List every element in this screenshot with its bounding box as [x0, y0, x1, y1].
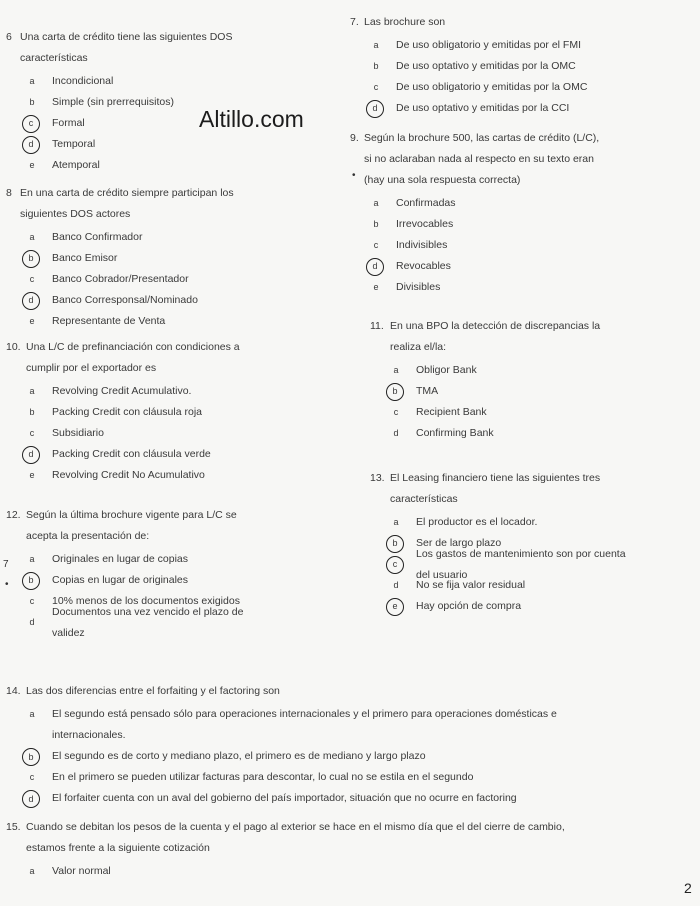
- answer-options: [386, 512, 680, 617]
- answer-text: Subsidiario: [52, 427, 104, 439]
- answer-text: Atemporal: [52, 159, 100, 171]
- circled-answer-letter: b: [22, 748, 40, 766]
- answer-option: [22, 549, 326, 570]
- answer-letter: d: [393, 428, 399, 438]
- answer-option: [22, 269, 326, 290]
- question-stem: [6, 817, 676, 859]
- question-stem: [6, 27, 326, 69]
- circled-answer-letter: d: [22, 790, 40, 808]
- question-stem: [6, 681, 676, 702]
- answer-text: Ser de largo plazo: [416, 537, 502, 549]
- answer-option: [366, 35, 680, 56]
- answer-option: [386, 360, 680, 381]
- answer-option: [22, 402, 326, 423]
- answer-letter: c: [29, 596, 35, 606]
- question-text: Según la brochure 500, las cartas de crédito (L/C), si no aclaraban nada al respecto en su texto eran (hay una sola respuesta correcta): [364, 132, 600, 186]
- answer-option: [366, 193, 680, 214]
- answer-option: [22, 311, 326, 332]
- answer-text: Copias en lugar de originales: [52, 574, 189, 586]
- answer-text: Banco Cobrador/Presentador: [52, 273, 189, 285]
- circled-answer-letter: c: [22, 115, 40, 133]
- circled-answer-letter: c: [386, 556, 404, 574]
- answer-option: [22, 605, 326, 639]
- answer-option: [386, 381, 680, 402]
- answer-text: De uso optativo y emitidas por la CCI: [396, 102, 570, 114]
- answer-options: [22, 704, 676, 809]
- page-number: 2: [684, 880, 692, 896]
- answer-option: [22, 113, 326, 134]
- answer-options: [22, 71, 326, 176]
- question-stem: [6, 183, 326, 225]
- question-text: Una L/C de prefinanciación con condiciones a cumplir por el exportador es: [26, 341, 240, 374]
- answer-text: El productor es el locador.: [416, 516, 538, 528]
- brand-watermark: Altillo.com: [199, 106, 304, 132]
- circled-answer-letter: d: [366, 100, 384, 118]
- question-number: 14.: [6, 685, 21, 697]
- answer-text: Obligor Bank: [416, 364, 477, 376]
- margin-mark: •: [352, 170, 356, 181]
- answer-text: TMA: [416, 385, 439, 397]
- question-block: [370, 316, 680, 444]
- answer-options: [22, 227, 326, 332]
- answer-text: Revolving Credit No Acumulativo: [52, 469, 205, 481]
- answer-option: [386, 402, 680, 423]
- question-number: 10.: [6, 341, 21, 353]
- question-block: [6, 817, 676, 882]
- answer-option: [22, 423, 326, 444]
- question-number: 12.: [6, 509, 21, 521]
- answer-text: Los gastos de mantenimiento son por cuenta del usuario: [416, 547, 626, 581]
- circled-answer-letter: d: [22, 136, 40, 154]
- answer-option: [22, 227, 326, 248]
- answer-text: Divisibles: [396, 281, 441, 293]
- answer-text: Revocables: [396, 260, 451, 272]
- answer-letter: a: [29, 708, 35, 719]
- answer-option: [22, 71, 326, 92]
- answer-text: Formal: [52, 117, 85, 129]
- question-block: [6, 681, 676, 809]
- answer-letter: e: [29, 316, 35, 326]
- answer-text: Temporal: [52, 138, 96, 150]
- answer-letter: a: [29, 76, 35, 86]
- question-text: Cuando se debitan los pesos de la cuenta y el pago al exterior se hace en el mismo día que el del cierre de cambio, estamos frente a la siguiente cotización: [26, 821, 565, 854]
- answer-option: [22, 248, 326, 269]
- answer-text: De uso obligatorio y emitidas por el FMI: [396, 39, 581, 51]
- answer-option: [22, 746, 676, 767]
- circled-answer-letter: b: [22, 250, 40, 268]
- answer-letter: d: [393, 580, 399, 590]
- question-block: [350, 128, 680, 298]
- question-text: En una BPO la detección de discrepancias la realiza el/la:: [390, 320, 601, 353]
- answer-option: [366, 235, 680, 256]
- answer-text: El forfaiter cuenta con un aval del gobierno del país importador, situación que no ocurre en factoring: [52, 792, 517, 804]
- answer-text: En el primero se pueden utilizar facturas para descontar, lo cual no se estila en el segundo: [52, 771, 474, 783]
- question-text: Una carta de crédito tiene las siguientes DOS características: [20, 31, 233, 64]
- answer-text: De uso optativo y emitidas por la OMC: [396, 60, 576, 72]
- answer-option: [22, 788, 676, 809]
- circled-answer-letter: b: [386, 383, 404, 401]
- answer-text: Indivisibles: [396, 239, 448, 251]
- answer-letter: b: [29, 97, 35, 107]
- question-number: 8: [6, 187, 12, 199]
- question-stem: [350, 12, 680, 33]
- answer-letter: c: [29, 274, 35, 284]
- question-text: Las dos diferencias entre el forfaiting y el factoring son: [26, 685, 280, 697]
- question-number: 9.: [350, 132, 359, 144]
- circled-answer-letter: d: [22, 446, 40, 464]
- question-block: [6, 183, 326, 332]
- margin-mark: •: [5, 579, 9, 590]
- answer-letter: b: [373, 219, 379, 229]
- answer-option: [22, 444, 326, 465]
- question-stem: [350, 128, 680, 191]
- answer-option: [366, 277, 680, 298]
- answer-option: [386, 423, 680, 444]
- answer-letter: a: [29, 232, 35, 242]
- answer-text: Packing Credit con cláusula roja: [52, 406, 202, 418]
- answer-text: Confirming Bank: [416, 427, 494, 439]
- question-number: 15.: [6, 821, 21, 833]
- answer-option: [366, 214, 680, 235]
- answer-option: [22, 290, 326, 311]
- answer-letter: e: [373, 282, 379, 292]
- circled-answer-letter: e: [386, 598, 404, 616]
- answer-text: Banco Emisor: [52, 252, 118, 264]
- question-block: [6, 27, 326, 176]
- answer-text: Incondicional: [52, 75, 114, 87]
- answer-text: Simple (sin prerrequisitos): [52, 96, 174, 108]
- answer-text: Irrevocables: [396, 218, 454, 230]
- answer-options: [22, 549, 326, 639]
- answer-letter: d: [29, 617, 35, 627]
- answer-letter: a: [393, 517, 399, 527]
- answer-letter: a: [29, 554, 35, 564]
- question-text: Según la última brochure vigente para L/C se acepta la presentación de:: [26, 509, 237, 542]
- circled-answer-letter: d: [366, 258, 384, 276]
- answer-letter: a: [29, 386, 35, 396]
- answer-letter: a: [393, 365, 399, 375]
- answer-option: [22, 155, 326, 176]
- answer-option: [22, 134, 326, 155]
- answer-text: De uso obligatorio y emitidas por la OMC: [396, 81, 588, 93]
- answer-letter: c: [373, 240, 379, 250]
- answer-letter: e: [29, 470, 35, 480]
- question-block: [370, 468, 680, 617]
- answer-text: Banco Confirmador: [52, 231, 143, 243]
- question-block: [6, 337, 326, 486]
- answer-options: [366, 35, 680, 119]
- answer-letter: b: [373, 61, 379, 71]
- answer-options: [22, 381, 326, 486]
- answer-option: [366, 98, 680, 119]
- answer-text: El segundo está pensado sólo para operaciones internacionales y el primero para operaciones domésticas e internacionales.: [52, 708, 557, 741]
- answer-text: Revolving Credit Acumulativo.: [52, 385, 192, 397]
- answer-option: [22, 381, 326, 402]
- question-number: 11.: [370, 320, 384, 332]
- question-text: El Leasing financiero tiene las siguientes tres características: [390, 472, 601, 505]
- answer-text: Confirmadas: [396, 197, 456, 209]
- circled-answer-letter: b: [22, 572, 40, 590]
- answer-option: [366, 56, 680, 77]
- answer-text: 10% menos de los documentos exigidos: [52, 595, 240, 607]
- answer-letter: c: [373, 82, 379, 92]
- answer-text: Documentos una vez vencido el plazo de validez: [52, 605, 244, 639]
- answer-text: Valor normal: [52, 865, 111, 877]
- answer-letter: e: [29, 160, 35, 170]
- answer-letter: c: [393, 407, 399, 417]
- answer-option: [386, 512, 680, 533]
- question-number: 13.: [370, 472, 385, 484]
- answer-option: [22, 767, 676, 788]
- answer-letter: c: [29, 428, 35, 438]
- answer-letter: b: [29, 407, 35, 417]
- answer-text: Recipient Bank: [416, 406, 487, 418]
- answer-letter: c: [29, 771, 35, 782]
- answer-text: El segundo es de corto y mediano plazo, el primero es de mediano y largo plazo: [52, 750, 426, 762]
- question-stem: [370, 316, 680, 358]
- question-block: [6, 505, 326, 639]
- answer-text: Representante de Venta: [52, 315, 166, 327]
- answer-letter: a: [29, 865, 35, 876]
- answer-text: Banco Corresponsal/Nominado: [52, 294, 198, 306]
- question-number: 6: [6, 31, 12, 43]
- question-text: Las brochure son: [364, 16, 446, 28]
- answer-options: [22, 861, 676, 882]
- answer-letter: a: [373, 40, 379, 50]
- answer-text: Originales en lugar de copias: [52, 553, 188, 565]
- answer-option: [366, 77, 680, 98]
- answer-text: Packing Credit con cláusula verde: [52, 448, 211, 460]
- answer-option: [22, 570, 326, 591]
- question-block: [350, 12, 680, 119]
- question-text: En una carta de crédito siempre participan los siguientes DOS actores: [20, 187, 234, 220]
- answer-option: [22, 704, 676, 746]
- margin-mark: 7: [3, 559, 9, 570]
- answer-text: Hay opción de compra: [416, 600, 522, 612]
- question-stem: [6, 337, 326, 379]
- answer-options: [386, 360, 680, 444]
- question-stem: [370, 468, 680, 510]
- answer-option: [22, 861, 676, 882]
- circled-answer-letter: d: [22, 292, 40, 310]
- answer-option: [22, 92, 326, 113]
- answer-option: [22, 465, 326, 486]
- question-number: 7.: [350, 16, 359, 28]
- circled-answer-letter: b: [386, 535, 404, 553]
- answer-option: [386, 547, 680, 581]
- answer-text: No se fija valor residual: [416, 579, 526, 591]
- question-stem: [6, 505, 326, 547]
- answer-options: [366, 193, 680, 298]
- answer-letter: a: [373, 198, 379, 208]
- answer-option: [366, 256, 680, 277]
- answer-option: [386, 596, 680, 617]
